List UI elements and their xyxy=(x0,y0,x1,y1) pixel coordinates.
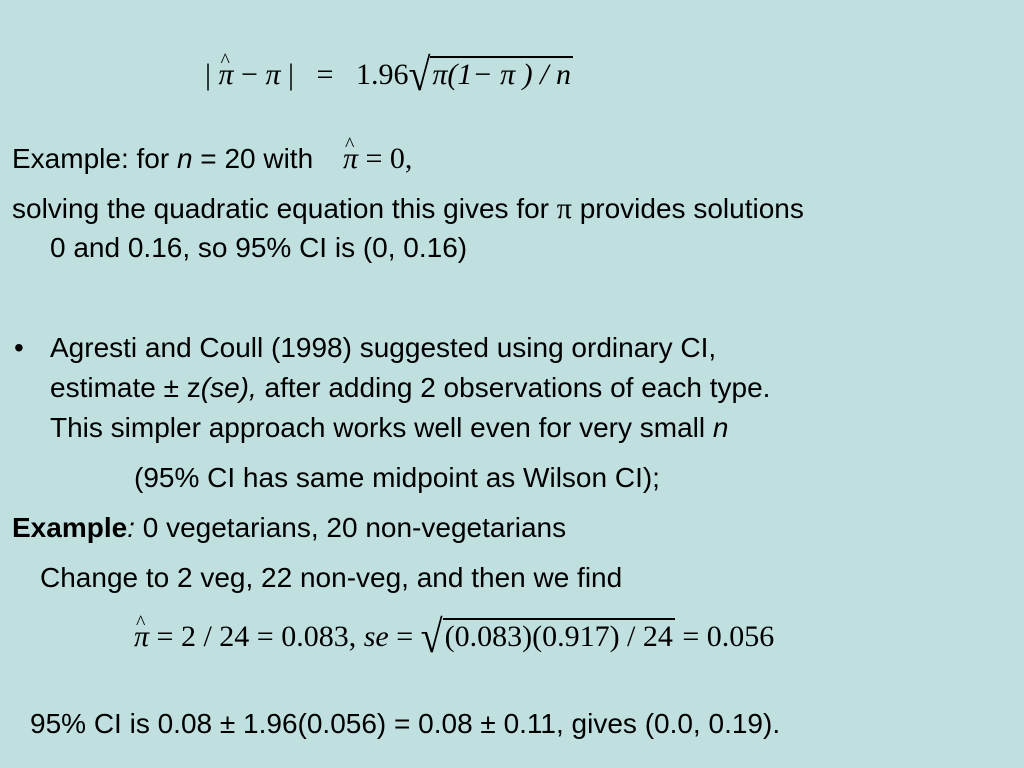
bullet-marker: • xyxy=(14,332,24,363)
equals-sign: = xyxy=(316,58,334,91)
ci-result-line: 95% CI is 0.08 ± 1.96(0.056) = 0.08 ± 0.11, gives (0.0, 0.19). xyxy=(30,708,781,739)
pi-hat-eq-value: = 0, xyxy=(357,142,413,175)
pi-hat-symbol: ^ π xyxy=(134,620,149,654)
se-result: = 0.056 xyxy=(674,620,775,653)
abs-bar-left: | xyxy=(205,58,212,91)
n-variable: n xyxy=(176,143,193,174)
coefficient: 1.96 xyxy=(355,58,409,91)
sqrt-radicand: π(1− π ) / n xyxy=(432,58,572,91)
example-label: Example xyxy=(12,512,128,543)
minus-sign: − xyxy=(241,58,258,91)
pi-symbol: π xyxy=(556,192,572,225)
formula-wilson xyxy=(205,48,573,101)
quadratic-line-1 xyxy=(12,192,804,226)
n-variable: n xyxy=(712,412,729,443)
sqrt-icon: √ xyxy=(420,610,443,663)
example-vegetarians xyxy=(12,512,566,544)
sqrt-icon: √ xyxy=(408,48,431,101)
pi-symbol: π xyxy=(265,58,281,91)
example-text: 0 vegetarians, 20 non-vegetarians xyxy=(134,512,567,543)
se-italic: (se), xyxy=(200,372,257,403)
abs-bar-right: | xyxy=(288,58,295,91)
bullet-line-2 xyxy=(50,372,770,404)
example-colon: : xyxy=(127,512,135,543)
wilson-note: (95% CI has same midpoint as Wilson CI); xyxy=(134,462,660,493)
bullet-line-1: Agresti and Coull (1998) suggested using ordinary CI, xyxy=(50,332,717,363)
quadratic-text-b: provides solutions xyxy=(571,193,804,224)
example-line xyxy=(12,142,412,176)
pi-hat-symbol: ^ π xyxy=(343,142,358,176)
example-mid: = 20 with xyxy=(192,143,314,174)
sqrt-expression xyxy=(408,48,573,101)
estimate-value: = 2 / 24 = 0.083, xyxy=(149,620,364,653)
example-prefix: Example: for xyxy=(12,143,177,174)
bullet-line-3-a: This simpler approach works well even for very small xyxy=(50,412,713,443)
quadratic-text-a: solving the quadratic equation this gives for xyxy=(12,193,557,224)
se-symbol: se xyxy=(363,620,389,653)
equals-sign: = xyxy=(388,620,421,653)
bullet-line-3 xyxy=(50,412,728,444)
pi-hat-symbol: ^ π xyxy=(219,58,234,92)
sqrt-expression xyxy=(420,610,675,663)
pi-hat-eq xyxy=(343,142,412,175)
formula-estimate xyxy=(134,610,775,663)
quadratic-line-2: 0 and 0.16, so 95% CI is (0, 0.16) xyxy=(50,232,468,263)
bullet-line-2-b: after adding 2 observations of each type. xyxy=(256,372,771,403)
change-line: Change to 2 veg, 22 non-veg, and then we find xyxy=(40,562,623,593)
bullet-line-2-a: estimate ± z xyxy=(50,372,201,403)
sqrt-radicand: (0.083)(0.917) / 24 xyxy=(444,620,673,653)
